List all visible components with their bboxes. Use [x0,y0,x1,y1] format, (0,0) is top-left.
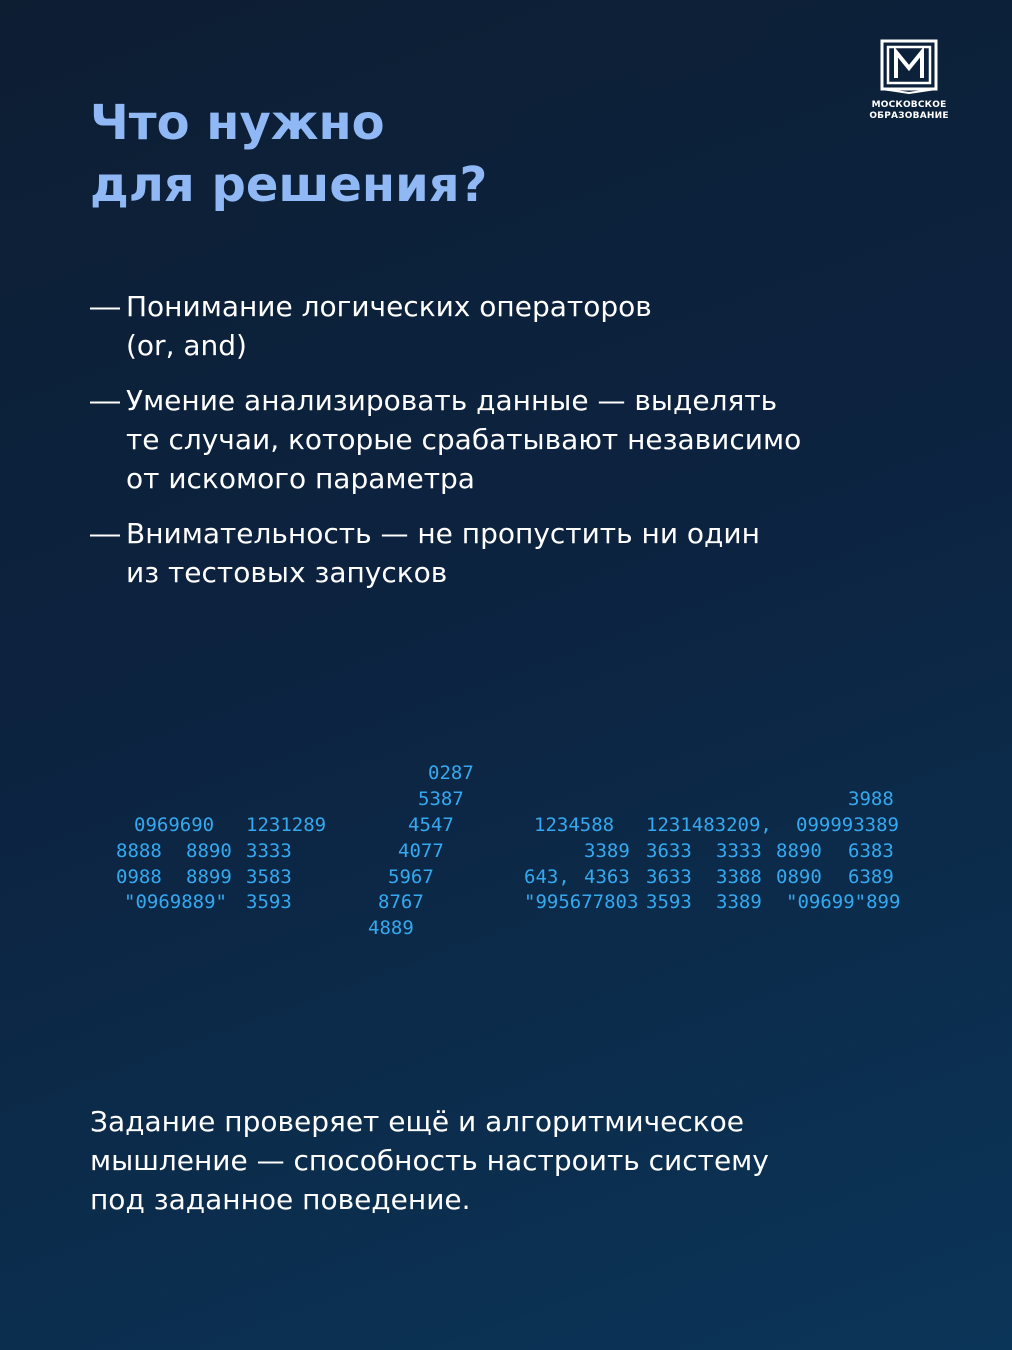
code-fragment: 0287 [428,762,474,784]
requirement-line: Понимание логических операторов [126,290,652,323]
code-fragment: 3988 [848,788,894,810]
moscow-education-logo-icon [878,38,940,94]
requirement-line: из тестовых запусков [126,556,448,589]
summary-line: Задание проверяет ещё и алгоритмическое [90,1105,745,1138]
requirement-text [126,287,950,365]
title-line-1: Что нужно [90,95,385,151]
dash-marker: — [90,517,120,550]
brand-name-line2: ОБРАЗОВАНИЕ [869,111,949,121]
brand-name [864,100,954,122]
code-fragment: 3389 [584,840,630,862]
code-fragment: "09699"899 [786,891,901,913]
code-fragment: 1231289 [246,814,327,836]
code-fragment: 1234588 [534,814,615,836]
summary-line: под заданное поведение. [90,1183,471,1216]
code-fragment: 0988 [116,866,162,888]
dash-marker: — [90,384,120,417]
code-fragment: 5387 [418,788,464,810]
code-art-illustration [0,755,1012,955]
code-fragment: 5967 [388,866,434,888]
requirement-line: (or, and) [126,329,247,362]
requirement-line: Умение анализировать данные — выделять [126,384,778,417]
code-fragment: 8888 [116,840,162,862]
code-fragment: 3333 [246,840,292,862]
code-fragment: 4547 [408,814,454,836]
requirement-line: Внимательность — не пропустить ни один [126,517,760,550]
code-fragment: "0969889" [124,891,227,913]
dash-marker: — [90,290,120,323]
code-fragment: 4363 [584,866,630,888]
brand-name-line1: МОСКОВСКОЕ [871,100,947,110]
page-title [90,92,487,216]
code-fragment: 3593 [246,891,292,913]
code-fragment: 8899 [186,866,232,888]
requirement-text [126,514,950,592]
code-fragment: 8890 [186,840,232,862]
code-fragment: 6383 [848,840,894,862]
summary-paragraph [90,1102,950,1219]
title-line-2: для решения? [90,157,488,213]
code-fragment: 3633 [646,866,692,888]
requirement-item [90,381,950,498]
code-fragment: 4889 [368,917,414,939]
requirement-line: от искомого параметра [126,462,475,495]
code-fragment: 8767 [378,891,424,913]
code-fragment: 3389 [716,891,762,913]
brand-logo [864,38,954,122]
requirements-list [90,287,950,608]
code-fragment: 643, [524,866,570,888]
code-fragment: 3333 [716,840,762,862]
requirement-item [90,514,950,592]
code-fragment: "995677803 [524,891,639,913]
requirement-text [126,381,950,498]
code-fragment: 0969690 [134,814,215,836]
code-fragment: 3583 [246,866,292,888]
code-fragment: 4077 [398,840,444,862]
code-fragment: 6389 [848,866,894,888]
code-fragment: 3633 [646,840,692,862]
code-fragment: 1231483209, [646,814,772,836]
code-fragment: 8890 [776,840,822,862]
code-fragment: 0890 [776,866,822,888]
code-fragment: 3388 [716,866,762,888]
requirement-item [90,287,950,365]
code-fragment: 3593 [646,891,692,913]
summary-line: мышление — способность настроить систему [90,1144,769,1177]
requirement-line: те случаи, которые срабатывают независимо [126,423,802,456]
code-fragment: 099993389 [796,814,899,836]
